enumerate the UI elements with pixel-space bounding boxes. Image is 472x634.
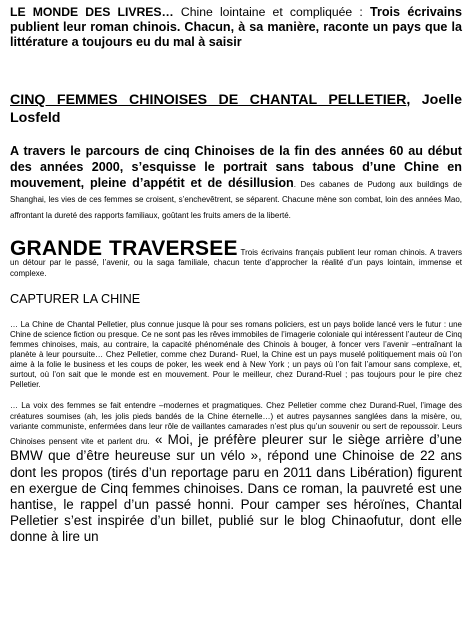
book-publisher: , Joelle Losfeld xyxy=(10,92,462,126)
traversee-text: Trois écrivains français publient leur roman chinois. A travers un détour par le passé, l’avenir, ou la saga familiale, chacun tente d’approcher la réalité d’un pays lointain, immense et complexe. xyxy=(10,247,462,278)
book-lead-bold: A travers le parcours de cinq Chinoises de la fin des années 60 au début des années 2000, s’esquisse le portrait sans tabous d’une Chine en mouvement, pleine d’appétit et de désillusion xyxy=(10,144,462,190)
capturer-paragraph-2 xyxy=(10,401,462,545)
intro-bold-text: Trois écrivains publient leur roman chinois. Chacun, à sa manière, raconte un pays que la littérature a toujours eu du mal à saisir xyxy=(10,5,462,49)
capturer-heading: CAPTURER LA CHINE xyxy=(10,292,141,307)
article-page xyxy=(10,5,462,546)
traversee-paragraph xyxy=(10,236,462,280)
book-lead-small: . Des cabanes de Pudong aux buildings de Shanghai, les vies de ces femmes se croisent, s’enchevêtrent, se séparent. Chacune mène son combat, loin des années Mao, affrontant la dureté des rapports familiaux, goûtant les fruits amers de la liberté. xyxy=(10,179,463,221)
intro-paragraph xyxy=(10,5,462,50)
intro-label: LE MONDE DES LIVRES… xyxy=(10,5,174,19)
capturer-paragraph-2-quote: « Moi, je préfère pleurer sur le siège arrière d’une BMW que d’être heureuse sur un vélo », répond une Chinoise de 22 ans dont les propos (tirés d’un reportage paru en 2011 dans Libération) figurent en exergue de Cinq femmes chinoises. Dans ce roman, la pauvreté est une hantise, le rappel d’un passé honni. Pour camper ses héroïnes, Chantal Pelletier s’est inspirée d’un billet, publié sur le blog Chinaofutur, dont elle donne à lire un xyxy=(10,432,463,545)
book-title: CINQ FEMMES CHINOISES DE CHANTAL PELLETIER xyxy=(10,92,407,108)
intro-text: Chine lointaine et compliquée : xyxy=(173,5,370,19)
traversee-heading: GRANDE TRAVERSEE xyxy=(10,236,238,260)
book-heading xyxy=(10,91,462,127)
book-lead xyxy=(10,144,462,223)
capturer-paragraph-2-small: … La voix des femmes se fait entendre –modernes et pragmatiques. Chez Pelletier comme chez Durand-Ruel, l’image des créatures soumises (ah, les jolis pieds bandés de la Chine éternelle…) et autres paysannes sanglées dans la misère, ou, variante communiste, enfermées dans leur rôle de vaillantes camarades n’est plus qu’un souvenir ou sert de repoussoir. Leurs Chinoises pensent vite et parlent dru. xyxy=(10,401,462,447)
capturer-paragraph-1: … La Chine de Chantal Pelletier, plus connue jusque là pour ses romans policiers, est un pays bolide lancé vers le futur : une Chine de science fiction ou presque. Ce ne sont pas les rêves immobiles de l’imagerie coloniale qui intéressent l’auteur de Cinq femmes chinoises, mais, au contraire, la capacité phénoménale des Chinois à bouger, à foncer vers l’avenir –entraînant la planète à leur poursuite… Chez Pelletier, comme chez Durand- Ruel, la Chine est un pays muselé politiquement mais où l’on aime à la folie le business et les coups de poker, les week end à New York ; un pays où l’on fait l’amour sans complexe, et, surtout, où l’on sait que le monde est en mouvement. Pour le meilleur, chez Durand-Ruel ; pas toujours pour le pire chez Pelletier. xyxy=(10,320,462,390)
